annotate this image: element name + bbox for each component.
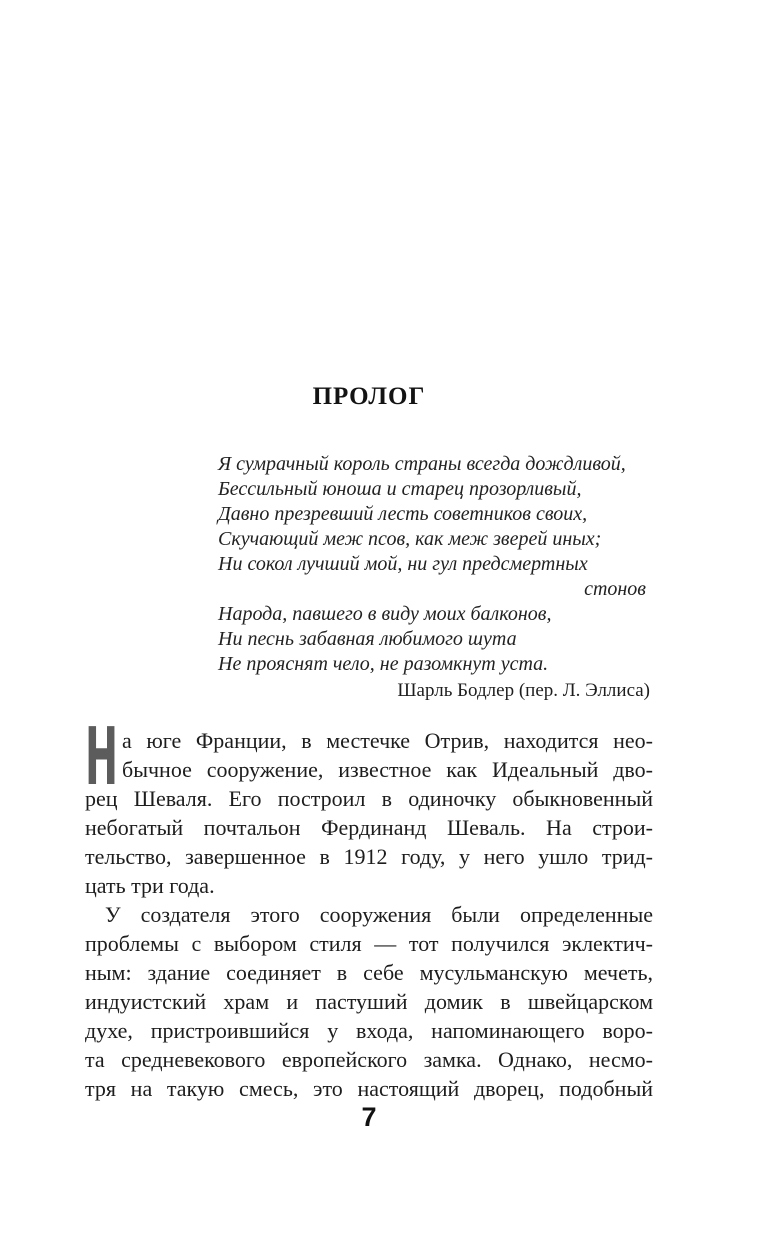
dropcap-letter: Н	[85, 711, 119, 803]
poem-line: Скучающий меж псов, как меж зверей иных;	[218, 528, 602, 550]
poem-line: Ни песнь забавная любимого шута	[218, 628, 517, 650]
text-line: ным: здание соединяет в себе мусульманскую мечеть,	[85, 960, 653, 985]
text-line: цать три года.	[85, 873, 215, 898]
text-line: индуистский храм и пастуший домик в швейцарском	[85, 989, 653, 1014]
poem-line: Давно презревший лесть советников своих,	[218, 503, 588, 525]
poem-line: Не прояснят чело, не разомкнут уста.	[218, 653, 549, 675]
poem-line-wrapped: стонов	[584, 578, 646, 600]
text-line: тря на такую смесь, это настоящий дворец, подобный	[85, 1076, 653, 1101]
body-text	[85, 711, 653, 1103]
text-line: а юге Франции, в местечке Отрив, находится нео-	[122, 728, 653, 753]
paragraph	[85, 711, 653, 900]
paragraph	[85, 900, 653, 1103]
epigraph-attribution: Шарль Бодлер (пер. Л. Эллиса)	[397, 680, 650, 701]
poem-line: Ни сокол лучший мой, ни гул предсмертных	[218, 553, 588, 575]
poem-line: Народа, павшего в виду моих балконов,	[218, 603, 552, 625]
chapter-title: ПРОЛОГ	[312, 383, 426, 410]
text-line: небогатый почтальон Фердинанд Шеваль. На строи-	[85, 815, 653, 840]
text-line: тельство, завершенное в 1912 году, у него ушло трид-	[85, 844, 653, 869]
text-line: духе, пристроившийся у входа, напоминающего воро-	[85, 1018, 653, 1043]
poem-line: Я сумрачный король страны всегда дождливой,	[218, 453, 626, 475]
epigraph-poem	[218, 452, 654, 703]
text-line: бычное сооружение, известное как Идеальный дво-	[122, 757, 653, 782]
poem-line: Бессильный юноша и старец прозорливый,	[218, 478, 582, 500]
page-number: 7	[361, 1102, 377, 1132]
text-line: та средневекового европейского замка. Однако, несмо-	[85, 1047, 653, 1072]
text-line: проблемы с выбором стиля — тот получился эклектич-	[85, 931, 653, 956]
text-line: У создателя этого сооружения были определенные	[105, 902, 653, 927]
text-line: рец Шеваля. Его построил в одиночку обыкновенный	[85, 786, 653, 811]
